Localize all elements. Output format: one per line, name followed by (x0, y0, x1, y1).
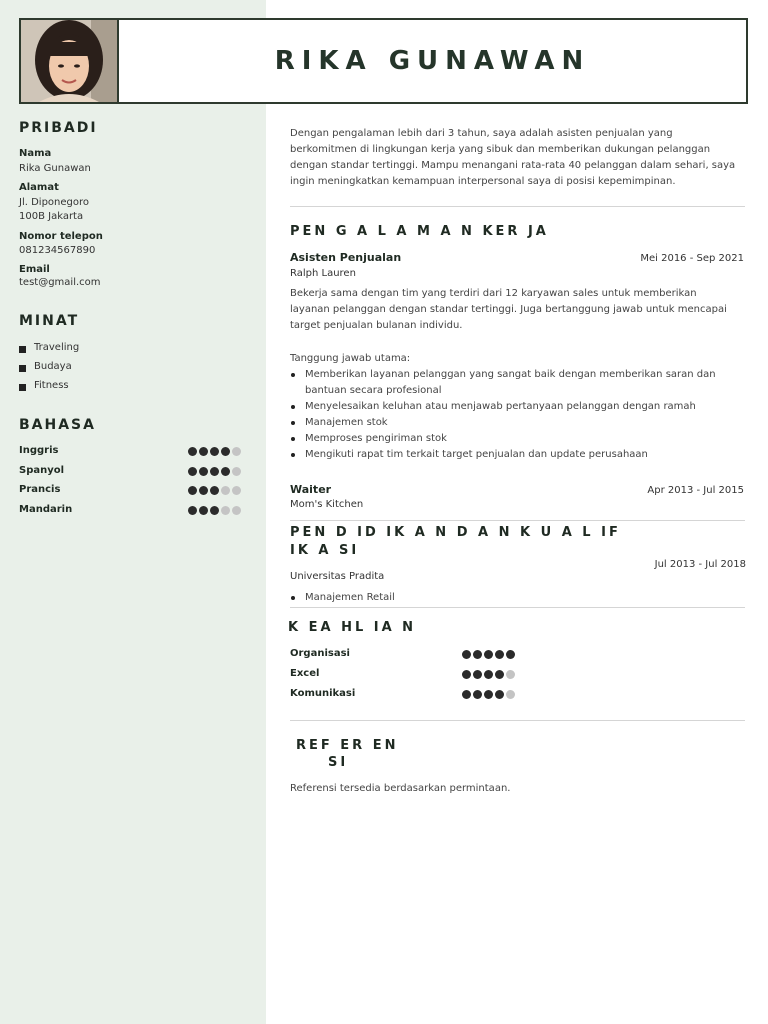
profile-photo (21, 20, 119, 102)
references-text: Referensi tersedia berdasarkan permintaan. (290, 783, 511, 794)
list-bullet (19, 384, 26, 391)
email-value: test@gmail.com (19, 277, 101, 288)
rating-dot-filled (188, 486, 197, 495)
rating-dot-empty (232, 447, 241, 456)
address-line-1: Jl. Diponegoro (19, 197, 89, 208)
rating-dot-filled (473, 650, 482, 659)
interest-item: Traveling (34, 342, 80, 353)
rating-dots (188, 506, 241, 515)
email-label: Email (19, 264, 50, 275)
list-item: Memproses pengiriman stok (290, 431, 740, 447)
interest-item: Budaya (34, 361, 72, 372)
list-bullet (19, 365, 26, 372)
phone-value: 081234567890 (19, 245, 96, 256)
education-heading-line-2: IK A SI (290, 543, 360, 558)
candidate-name: RIKA GUNAWAN (274, 46, 591, 76)
rating-dot-filled (484, 690, 493, 699)
rating-dot-filled (210, 467, 219, 476)
job-title: Waiter (290, 483, 332, 496)
rating-dot-filled (210, 486, 219, 495)
profile-summary: Dengan pengalaman lebih dari 3 tahun, saya adalah asisten penjualan yang berkomitmen di lingkungan kerja yang sibuk dan memberikan dukungan pelanggan dengan standar tertinggi. Mampu menangani rata-rata 40 pelanggan dalam sehari, saya ingin meningkatkan kemampuan interpersonal saya di posisi kepemimpinan. (290, 128, 736, 187)
language-row (19, 465, 241, 479)
job-date: Mei 2016 - Sep 2021 (640, 253, 744, 264)
education-date: Jul 2013 - Jul 2018 (654, 559, 746, 570)
name-label: Nama (19, 148, 52, 159)
job-company: Ralph Lauren (290, 268, 356, 279)
rating-dot-filled (462, 650, 471, 659)
list-item: Manajemen Retail (290, 590, 740, 606)
skill-name: Komunikasi (290, 688, 356, 699)
rating-dot-filled (221, 447, 230, 456)
language-name: Mandarin (19, 503, 73, 515)
education-heading-line-1: PEN D ID IK A N D A N K U A L IF (290, 525, 621, 540)
address-label: Alamat (19, 182, 59, 193)
references-heading-line-2: SI (328, 755, 349, 770)
skills-heading: K EA HL IA N (288, 620, 417, 635)
education-list (290, 590, 740, 606)
rating-dot-filled (495, 650, 504, 659)
language-row (19, 445, 241, 459)
skill-row (290, 688, 530, 702)
job-date: Apr 2013 - Jul 2015 (647, 485, 744, 496)
rating-dot-filled (210, 447, 219, 456)
rating-dot-filled (495, 690, 504, 699)
skill-row (290, 648, 530, 662)
rating-dots (462, 670, 515, 679)
rating-dot-filled (462, 690, 471, 699)
language-name: Prancis (19, 484, 61, 495)
rating-dot-empty (506, 690, 515, 699)
rating-dot-empty (221, 506, 230, 515)
rating-dot-filled (199, 506, 208, 515)
rating-dot-empty (221, 486, 230, 495)
rating-dot-filled (199, 447, 208, 456)
job-description: Bekerja sama dengan tim yang terdiri dari 12 karyawan sales untuk memberikan layanan pelanggan dengan standar tertinggi. Juga bertanggung jawab untuk mencapai target penjualan bulanan individu. (290, 288, 727, 331)
list-bullet (19, 346, 26, 353)
rating-dot-filled (188, 467, 197, 476)
portrait-image (21, 20, 117, 102)
rating-dot-filled (210, 506, 219, 515)
rating-dot-filled (473, 670, 482, 679)
job-title: Asisten Penjualan (290, 251, 402, 264)
job-company: Mom's Kitchen (290, 499, 364, 510)
duties-list (290, 367, 740, 463)
rating-dot-filled (221, 467, 230, 476)
minat-heading: MINAT (19, 313, 80, 329)
rating-dot-filled (484, 650, 493, 659)
bahasa-heading: BAHASA (19, 417, 96, 433)
rating-dot-empty (232, 506, 241, 515)
rating-dots (188, 467, 241, 476)
pribadi-heading: PRIBADI (19, 120, 98, 136)
rating-dot-filled (506, 650, 515, 659)
rating-dot-filled (188, 506, 197, 515)
address-line-2: 100B Jakarta (19, 211, 84, 222)
rating-dot-filled (462, 670, 471, 679)
skill-name: Excel (290, 668, 320, 679)
resume-header (19, 18, 748, 104)
rating-dot-filled (484, 670, 493, 679)
divider (290, 720, 745, 721)
language-row (19, 504, 241, 518)
list-item: Mengikuti rapat tim terkait target penjualan dan update perusahaan (290, 447, 740, 463)
language-name: Inggris (19, 445, 59, 456)
duties-label: Tanggung jawab utama: (290, 353, 411, 364)
references-heading-line-1: REF ER EN (296, 738, 399, 753)
divider (290, 607, 745, 608)
rating-dots (462, 650, 515, 659)
name-value: Rika Gunawan (19, 163, 91, 174)
school-name: Universitas Pradita (290, 571, 385, 582)
skill-row (290, 668, 530, 682)
rating-dot-filled (495, 670, 504, 679)
rating-dot-filled (188, 447, 197, 456)
rating-dot-filled (199, 486, 208, 495)
interest-item: Fitness (34, 380, 69, 391)
divider (290, 520, 745, 521)
rating-dot-filled (199, 467, 208, 476)
language-row (19, 484, 241, 498)
rating-dot-empty (232, 486, 241, 495)
language-name: Spanyol (19, 464, 65, 476)
skill-name: Organisasi (290, 648, 350, 659)
rating-dot-empty (232, 467, 241, 476)
experience-heading: PEN G A L A M A N KER JA (290, 224, 549, 239)
list-item: Menyelesaikan keluhan atau menjawab pertanyaan pelanggan dengan ramah (290, 399, 740, 415)
rating-dots (462, 690, 515, 699)
phone-label: Nomor telepon (19, 231, 103, 242)
divider (290, 206, 745, 207)
rating-dots (188, 486, 241, 495)
rating-dot-empty (506, 670, 515, 679)
rating-dot-filled (473, 690, 482, 699)
list-item: Memberikan layanan pelanggan yang sangat baik dengan memberikan saran dan bantuan secara profesional (290, 367, 740, 399)
list-item: Manajemen stok (290, 415, 740, 431)
rating-dots (188, 447, 241, 456)
